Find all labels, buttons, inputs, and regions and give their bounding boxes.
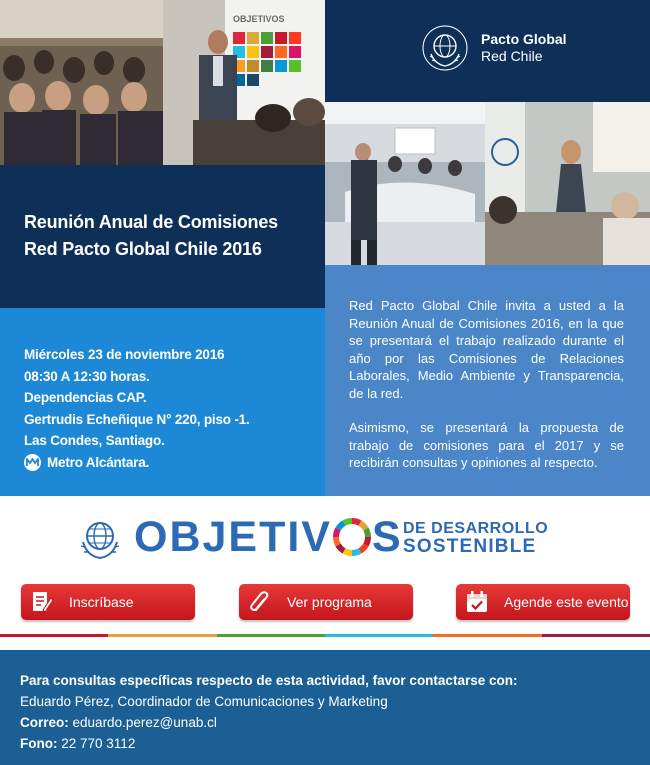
calendar-icon (464, 589, 490, 615)
audience-photo (0, 0, 163, 165)
form-icon (29, 589, 55, 615)
paperclip-icon (247, 589, 273, 615)
pacto-global-logo (325, 0, 650, 102)
description-paragraph-2: Asimismo, se presentará la propuesta de trabajo de comisiones para el 2017 y se recibirán consultas y opiniones al respecto. (349, 420, 624, 470)
speaker-photo (163, 0, 325, 165)
un-global-compact-emblem (421, 24, 469, 72)
sdg-wheel-icon (333, 518, 371, 556)
event-metro (24, 452, 325, 474)
woman-speaker-photo (485, 102, 650, 265)
event-details (0, 308, 325, 496)
contact-intro: Para consultas específicas respecto de esta actividad, favor contactarse con: (20, 673, 518, 688)
event-description (325, 265, 650, 496)
view-program-button-label: Ver programa (287, 594, 372, 610)
event-title (0, 165, 325, 308)
contact-email (20, 712, 650, 733)
contact-person: Eduardo Pérez, Coordinador de Comunicaciones y Marketing (20, 694, 388, 709)
event-date: Miércoles 23 de noviembre 2016 (24, 347, 225, 362)
description-paragraph-1: Red Pacto Global Chile invita a usted a la Reunión Anual de Comisiones 2016, en la que se presentará el trabajo realizado durante el año por las Comisiones de Relaciones Laborales, Medio Ambiente y Transparencia, de la red. (349, 298, 624, 401)
contact-phone (20, 733, 650, 754)
view-program-button[interactable] (239, 584, 413, 620)
add-to-calendar-button-label: Agende este evento (504, 594, 629, 610)
event-title-line-2: Red Pacto Global Chile 2016 (24, 239, 262, 259)
logo-text (481, 31, 567, 65)
register-button[interactable] (21, 584, 195, 620)
phone-value: 22 770 3112 (61, 736, 136, 751)
email-link[interactable]: eduardo.perez@unab.cl (72, 715, 217, 730)
contact-footer (0, 650, 650, 765)
event-venue: Dependencias CAP. (24, 390, 147, 405)
event-address: Gertrudis Echeñique N° 220, piso -1. (24, 411, 250, 427)
sdg-title (134, 508, 403, 566)
sdg-banner (0, 496, 650, 578)
sdg-title-end: S (372, 513, 403, 561)
phone-label: Fono: (20, 736, 58, 751)
sdg-color-stripe (0, 634, 650, 637)
event-time: 08:30 A 12:30 horas. (24, 368, 150, 384)
logo-line-1: Pacto Global (481, 31, 567, 47)
un-emblem-icon (78, 516, 122, 560)
event-city: Las Condes, Santiago. (24, 433, 165, 448)
metro-label: Metro Alcántara. (47, 454, 150, 470)
logo-line-2: Red Chile (481, 48, 543, 64)
event-title-line-1: Reunión Anual de Comisiones (24, 212, 278, 232)
email-label: Correo: (20, 715, 69, 730)
screen-label: OBJETIVOS (233, 14, 285, 24)
register-button-label: Inscríbase (69, 594, 134, 610)
add-to-calendar-button[interactable] (456, 584, 630, 620)
sdg-subtitle-line-1: DE DESARROLLO (403, 520, 549, 537)
meeting-room-photo (325, 102, 485, 265)
metro-icon (24, 454, 41, 471)
sdg-title-start: OBJETIV (134, 513, 332, 561)
sdg-subtitle-line-2: SOSTENIBLE (403, 536, 537, 557)
sdg-subtitle (403, 520, 548, 556)
